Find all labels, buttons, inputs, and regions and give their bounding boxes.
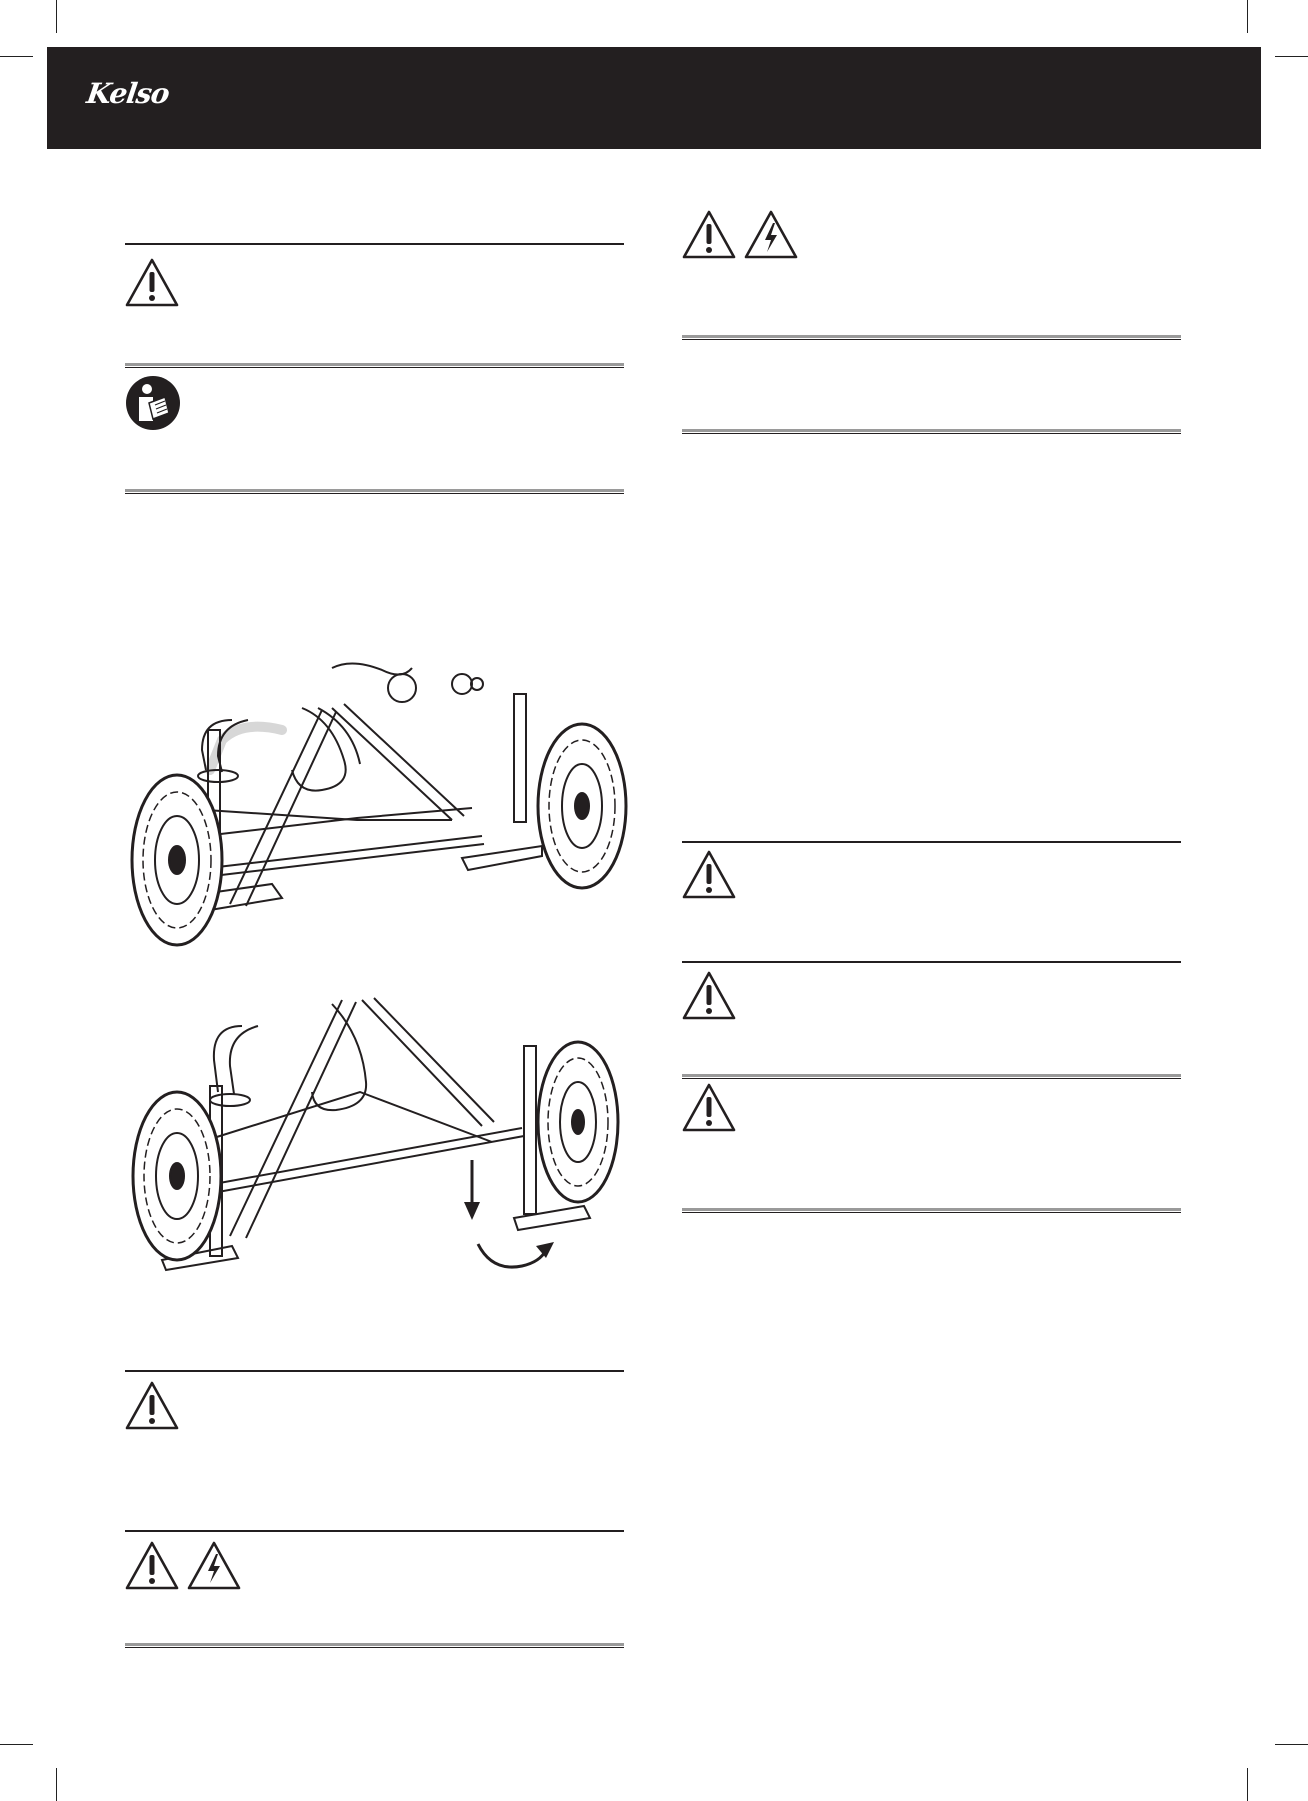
brand-logo: Kelso xyxy=(84,77,171,110)
section-rule xyxy=(125,489,624,494)
section-rule xyxy=(682,961,1181,963)
section-rule xyxy=(125,243,624,245)
warning-triangle-icon xyxy=(682,970,738,1022)
crop-mark xyxy=(56,0,57,33)
wheel-left xyxy=(133,1092,221,1260)
section-rule xyxy=(125,1643,624,1648)
cart-wheels-illustration xyxy=(122,660,634,960)
down-arrow-icon xyxy=(464,1160,480,1220)
crop-mark xyxy=(56,1768,57,1801)
crop-mark xyxy=(0,1744,33,1745)
section-rule xyxy=(682,429,1181,434)
warning-triangle-icon xyxy=(682,849,738,901)
section-rule xyxy=(682,335,1181,340)
page-header xyxy=(47,47,1261,149)
section-rule xyxy=(682,1208,1181,1213)
electric-hazard-icon xyxy=(187,1540,243,1592)
wheel-right xyxy=(538,1042,618,1202)
wheel-right xyxy=(538,724,626,888)
crop-mark xyxy=(1275,1744,1308,1745)
section-rule xyxy=(125,1370,624,1372)
warning-triangle-icon xyxy=(125,1380,181,1432)
read-manual-icon xyxy=(125,375,181,431)
cart-leg-adjust-illustration xyxy=(122,996,634,1281)
rotate-arrow-icon xyxy=(478,1242,554,1267)
section-rule xyxy=(125,1530,624,1532)
section-rule xyxy=(682,841,1181,843)
crop-mark xyxy=(0,56,33,57)
section-rule xyxy=(125,363,624,368)
crop-mark xyxy=(1247,0,1248,33)
crop-mark xyxy=(1275,56,1308,57)
warning-triangle-icon xyxy=(125,1540,181,1592)
wheel-left xyxy=(132,775,222,945)
electric-hazard-icon xyxy=(744,209,800,261)
warning-triangle-icon xyxy=(682,1082,738,1134)
section-rule xyxy=(682,1074,1181,1079)
warning-triangle-icon xyxy=(125,257,181,309)
warning-triangle-icon xyxy=(682,209,738,261)
crop-mark xyxy=(1247,1768,1248,1801)
